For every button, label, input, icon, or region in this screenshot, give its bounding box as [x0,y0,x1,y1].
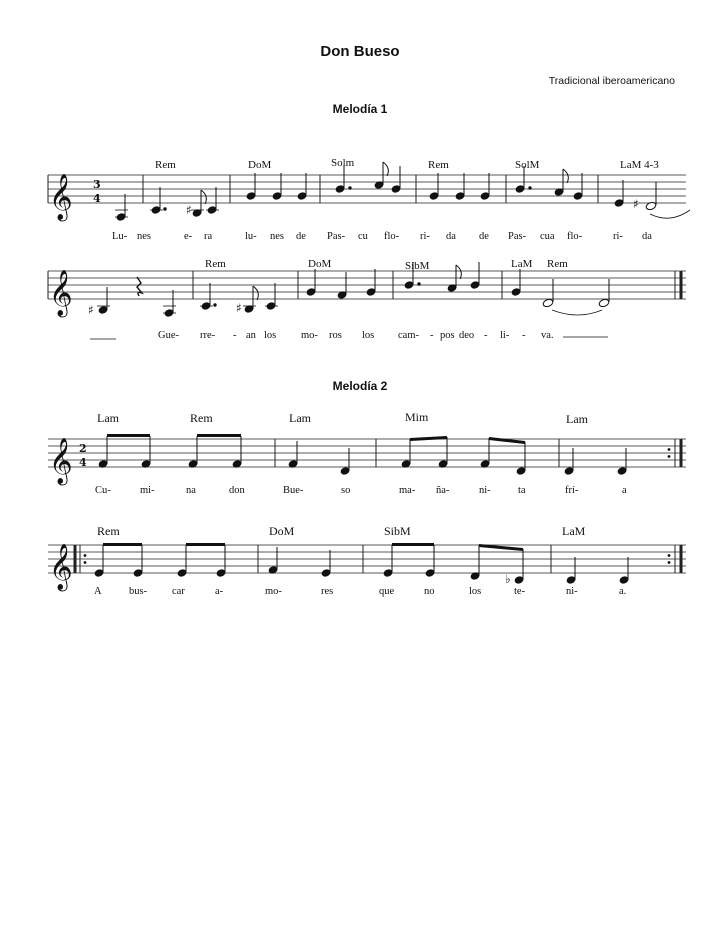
beamed-eighths [470,544,524,584]
lyric-syllable: a. [619,586,627,597]
lyric-syllable: va. [541,330,554,341]
composer-credit: Tradicional iberoamericano [548,75,675,87]
lyric-syllable: da [642,231,652,242]
lyric-syllable: da [446,231,456,242]
note [337,272,347,299]
chord-symbol: LaM [562,524,586,538]
chord-symbol: Rem [190,411,213,425]
note [321,550,331,577]
flat-icon: ♭ [505,572,511,586]
lyric-syllable: los [362,330,375,341]
lyric-syllable: ri- [613,231,623,242]
note [297,173,307,200]
lyric-syllable: Gue- [158,330,179,341]
beamed-eighths [480,437,526,475]
lyric-syllable: - [522,330,526,341]
lyric-syllable: Pas- [508,231,527,242]
lyric-syllable: e- [184,231,193,242]
note [374,162,388,189]
lyric-syllable: ri- [420,231,430,242]
note [366,269,376,296]
time-signature-top: 3 [93,178,101,191]
note [243,286,258,313]
note [335,166,351,193]
melodia-1-system-1 [0,150,720,250]
lyric-syllable: te- [514,586,526,597]
chord-symbol: Mim [405,410,429,424]
melodia-1-title: Melodía 1 [332,102,388,116]
lyric-syllable: lu- [245,231,257,242]
staff-lines [48,175,686,203]
melodia-2-system-2 [0,515,720,615]
chord-symbol: Lam [97,411,119,425]
time-signature-bottom: 4 [93,192,101,205]
time-signature-top: 2 [79,442,87,455]
lyric-syllable: car [172,586,185,597]
note [470,262,480,289]
note [480,173,490,200]
lyric-syllable: ros [329,330,342,341]
staff-lines [48,271,686,299]
note [566,557,576,584]
treble-clef-icon: 𝄞 [49,544,73,590]
beamed-eighths [383,543,435,577]
lyric-syllable: pos [440,330,455,341]
notes [115,162,690,221]
lyric-syllable: - [430,330,434,341]
chord-symbol: SolM [515,159,540,171]
half-note [645,182,657,211]
chord-symbols [97,524,586,538]
lyric-syllable: Cu- [95,485,111,496]
chord-symbol: LaM [511,258,533,270]
note [619,557,629,584]
beamed-eighths [177,543,226,577]
note [265,283,278,310]
note [163,290,176,317]
lyric-syllable: de [479,231,489,242]
melodia-2-system-1 [0,405,720,505]
chord-symbol: Lam [566,412,588,426]
lyric-syllable: bus- [129,586,148,597]
lyric-syllable: que [379,586,395,597]
lyric-syllable: Pas- [327,231,346,242]
lyric-syllable: flo- [567,231,583,242]
sharp-icon: ♯ [88,303,94,317]
lyric-syllable: li- [500,330,510,341]
tie [650,210,690,218]
note [554,169,568,196]
lyric-syllable: los [264,330,277,341]
note [268,547,278,574]
time-signature-bottom: 4 [79,456,87,469]
note [206,187,219,214]
chord-symbols [205,258,568,272]
lyric-syllable: frí- [565,485,579,496]
chord-symbol: Rem [97,524,120,538]
chord-symbol: DoM [308,258,332,270]
chord-symbol: Solm [331,157,355,169]
chord-symbol: DoM [269,524,295,538]
lyric-syllable: res [321,586,334,597]
chord-symbols [97,410,589,426]
note [150,187,166,214]
lyric-syllable: so [341,485,351,496]
lyric-syllable: Lu- [112,231,128,242]
lyric-syllable: mo- [265,586,282,597]
chord-symbol: Rem [155,159,176,171]
quarter-rest [137,277,142,296]
lyric-syllable: an [246,330,256,341]
half-note [598,279,610,308]
chord-symbol: LaM 4-3 [620,159,659,171]
note [200,283,216,310]
melodia-2-title: Melodía 2 [332,379,388,393]
lyric-syllable: na [186,485,196,496]
note [455,173,465,200]
lyric-syllable: deo [459,330,475,341]
sharp-icon: ♯ [633,197,639,211]
lyric-syllable: ña- [436,485,450,496]
lyric-syllable: mo- [301,330,318,341]
note [573,173,583,200]
note [115,194,128,221]
note [288,441,298,468]
treble-clef-icon: 𝄞 [49,270,73,316]
lyric-syllable: ni- [566,586,578,597]
lyrics [90,330,608,341]
staff-lines [48,545,686,573]
lyric-syllable: de [296,231,306,242]
note [306,269,316,296]
lyric-syllable: a- [215,586,224,597]
chord-symbol: Rem [428,159,449,171]
note [340,448,350,475]
lyric-syllable: flo- [384,231,400,242]
lyric-syllable: ni- [479,485,491,496]
lyric-syllable: ta [518,485,526,496]
note [246,173,256,200]
note [564,448,574,475]
sharp-icon: ♯ [186,203,192,217]
chord-symbol: Rem [547,258,568,270]
note [272,173,282,200]
lyric-syllable: - [484,330,488,341]
note [511,269,521,296]
lyric-syllable: ma- [399,485,416,496]
lyric-syllable: los [469,586,482,597]
lyrics [94,586,626,597]
note [447,265,461,292]
chord-symbol: Rem [205,258,226,270]
lyric-syllable: don [229,485,245,496]
sharp-icon: ♯ [236,301,242,315]
notes [88,262,610,317]
note [391,166,401,193]
note [429,173,439,200]
chord-symbol: SibM [405,260,430,272]
lyric-syllable: mi- [140,485,155,496]
treble-clef-icon: 𝄞 [49,174,73,220]
chord-symbol: DoM [248,159,272,171]
lyric-syllable: Bue- [283,485,304,496]
chord-symbol: Lam [289,411,311,425]
lyric-syllable: cua [540,231,555,242]
chord-symbol: SibM [384,524,411,538]
treble-clef-icon: 𝄞 [49,438,73,484]
tie [552,310,602,315]
beamed-eighths [94,543,143,577]
lyrics [95,485,627,496]
beamed-eighths [401,436,448,468]
note [97,287,110,314]
note [614,180,624,207]
note [191,190,206,217]
notes [98,434,627,475]
lyrics [112,231,652,242]
lyric-syllable: cu [358,231,368,242]
chord-symbols [155,157,659,171]
notes [94,543,629,586]
melodia-1-system-2 [0,252,720,352]
lyric-syllable: ra [204,231,213,242]
lyric-syllable: rre- [200,330,216,341]
lyric-syllable: A [94,586,102,597]
half-note [542,279,554,308]
lyric-syllable: - [233,330,237,341]
lyric-syllable: a [622,485,627,496]
lyric-syllable: nes [137,231,151,242]
lyric-syllable: cam- [398,330,419,341]
page-title: Don Bueso [320,43,400,60]
lyric-syllable: no [424,586,435,597]
lyric-syllable: nes [270,231,284,242]
note [617,448,627,475]
